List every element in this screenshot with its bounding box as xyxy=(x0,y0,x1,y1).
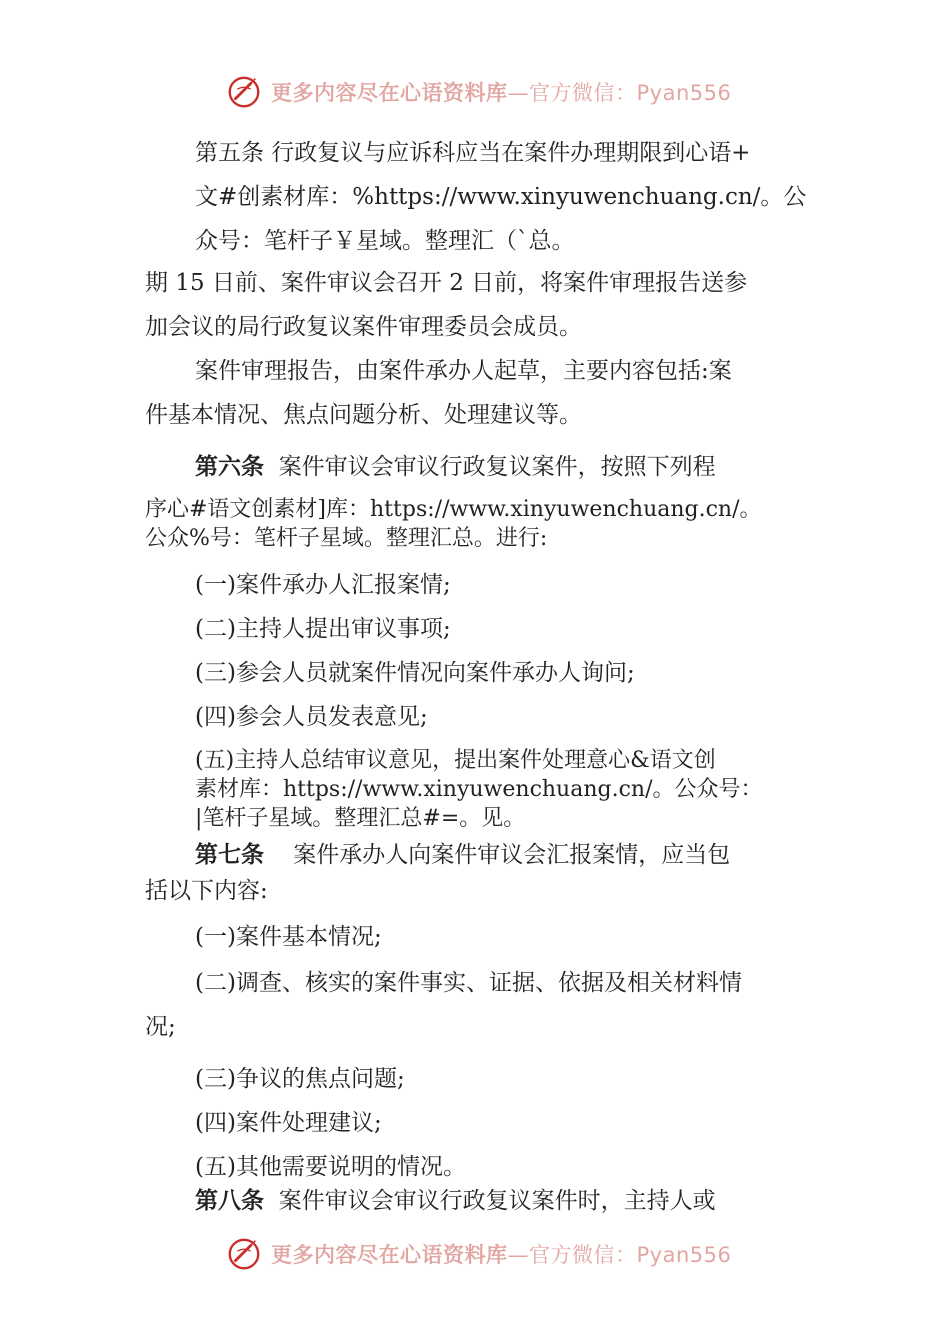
report-para-line-2: 件基本情况、焦点问题分析、处理建议等。 xyxy=(145,402,582,428)
article-6-text: 案件审议会审议行政复议案件，按照下列程 xyxy=(278,454,716,480)
article-7-item-4: (四)案件处理建议; xyxy=(195,1110,382,1136)
article-5-line-5: 加会议的局行政复议案件审理委员会成员。 xyxy=(145,314,582,340)
watermark-main: 更多内容尽在心语资料库 xyxy=(271,1243,508,1267)
article-6-item-5-line-3: |笔杆子星域。整理汇总#=。见。 xyxy=(195,806,526,831)
article-5-line-3: 众号：笔杆子￥星域。整理汇（`总。 xyxy=(195,228,575,254)
watermark-wechat: 官方微信：Pyan556 xyxy=(529,1243,732,1267)
article-6-item-3: (三)参会人员就案件情况向案件承办人询问; xyxy=(195,660,635,686)
watermark-dash: — xyxy=(507,1243,529,1267)
article-5-line-2: 文#创素材库：%https://www.xinyuwenchuang.cn/。公 xyxy=(195,184,807,210)
article-5-line-4: 期 15 日前、案件审议会召开 2 日前，将案件审理报告送参 xyxy=(145,270,748,296)
article-7-line-1 xyxy=(195,840,730,870)
watermark-footer xyxy=(225,1234,731,1274)
article-8-heading: 第八条 xyxy=(195,1188,264,1214)
article-6-item-1: (一)案件承办人汇报案情; xyxy=(195,572,451,598)
article-6-line-1 xyxy=(195,452,716,482)
article-6-line-3: 公众%号：笔杆子星域。整理汇总。进行: xyxy=(145,526,548,551)
article-7-item-2-line-1: (二)调查、核实的案件事实、证据、依据及相关材料情 xyxy=(195,970,742,996)
article-6-item-5-line-1: (五)主持人总结审议意见，提出案件处理意心&语文创 xyxy=(195,748,716,773)
watermark-header xyxy=(225,72,731,112)
article-7-item-3: (三)争议的焦点问题; xyxy=(195,1066,405,1092)
article-7-line-2: 括以下内容: xyxy=(145,878,268,904)
article-5-line-1: 第五条 行政复议与应诉科应当在案件办理期限到心语+ xyxy=(195,140,751,166)
article-7-item-2-line-2: 况; xyxy=(145,1014,176,1040)
brand-logo-icon xyxy=(225,73,263,111)
article-7-heading: 第七条 xyxy=(195,842,264,868)
article-6-heading: 第六条 xyxy=(195,454,264,480)
watermark-dash: — xyxy=(507,81,529,105)
article-6-line-2: 序心#语文创素材]库：https://www.xinyuwenchuang.cn/。 xyxy=(145,497,762,522)
article-6-item-2: (二)主持人提出审议事项; xyxy=(195,616,451,642)
article-7-item-1: (一)案件基本情况; xyxy=(195,924,382,950)
article-7-item-5: (五)其他需要说明的情况。 xyxy=(195,1154,466,1180)
report-para-line-1: 案件审理报告，由案件承办人起草，主要内容包括:案 xyxy=(195,358,732,384)
brand-logo-icon xyxy=(225,1235,263,1273)
article-7-text: 案件承办人向案件审议会汇报案情，应当包 xyxy=(293,842,731,868)
watermark-main: 更多内容尽在心语资料库 xyxy=(271,81,508,105)
article-8-line-1 xyxy=(195,1186,716,1216)
article-6-item-5-line-2: 素材库：https://www.xinyuwenchuang.cn/。公众号： xyxy=(195,777,763,802)
article-6-item-4: (四)参会人员发表意见; xyxy=(195,704,428,730)
article-8-text: 案件审议会审议行政复议案件时，主持人或 xyxy=(278,1188,716,1214)
watermark-wechat: 官方微信：Pyan556 xyxy=(529,81,732,105)
